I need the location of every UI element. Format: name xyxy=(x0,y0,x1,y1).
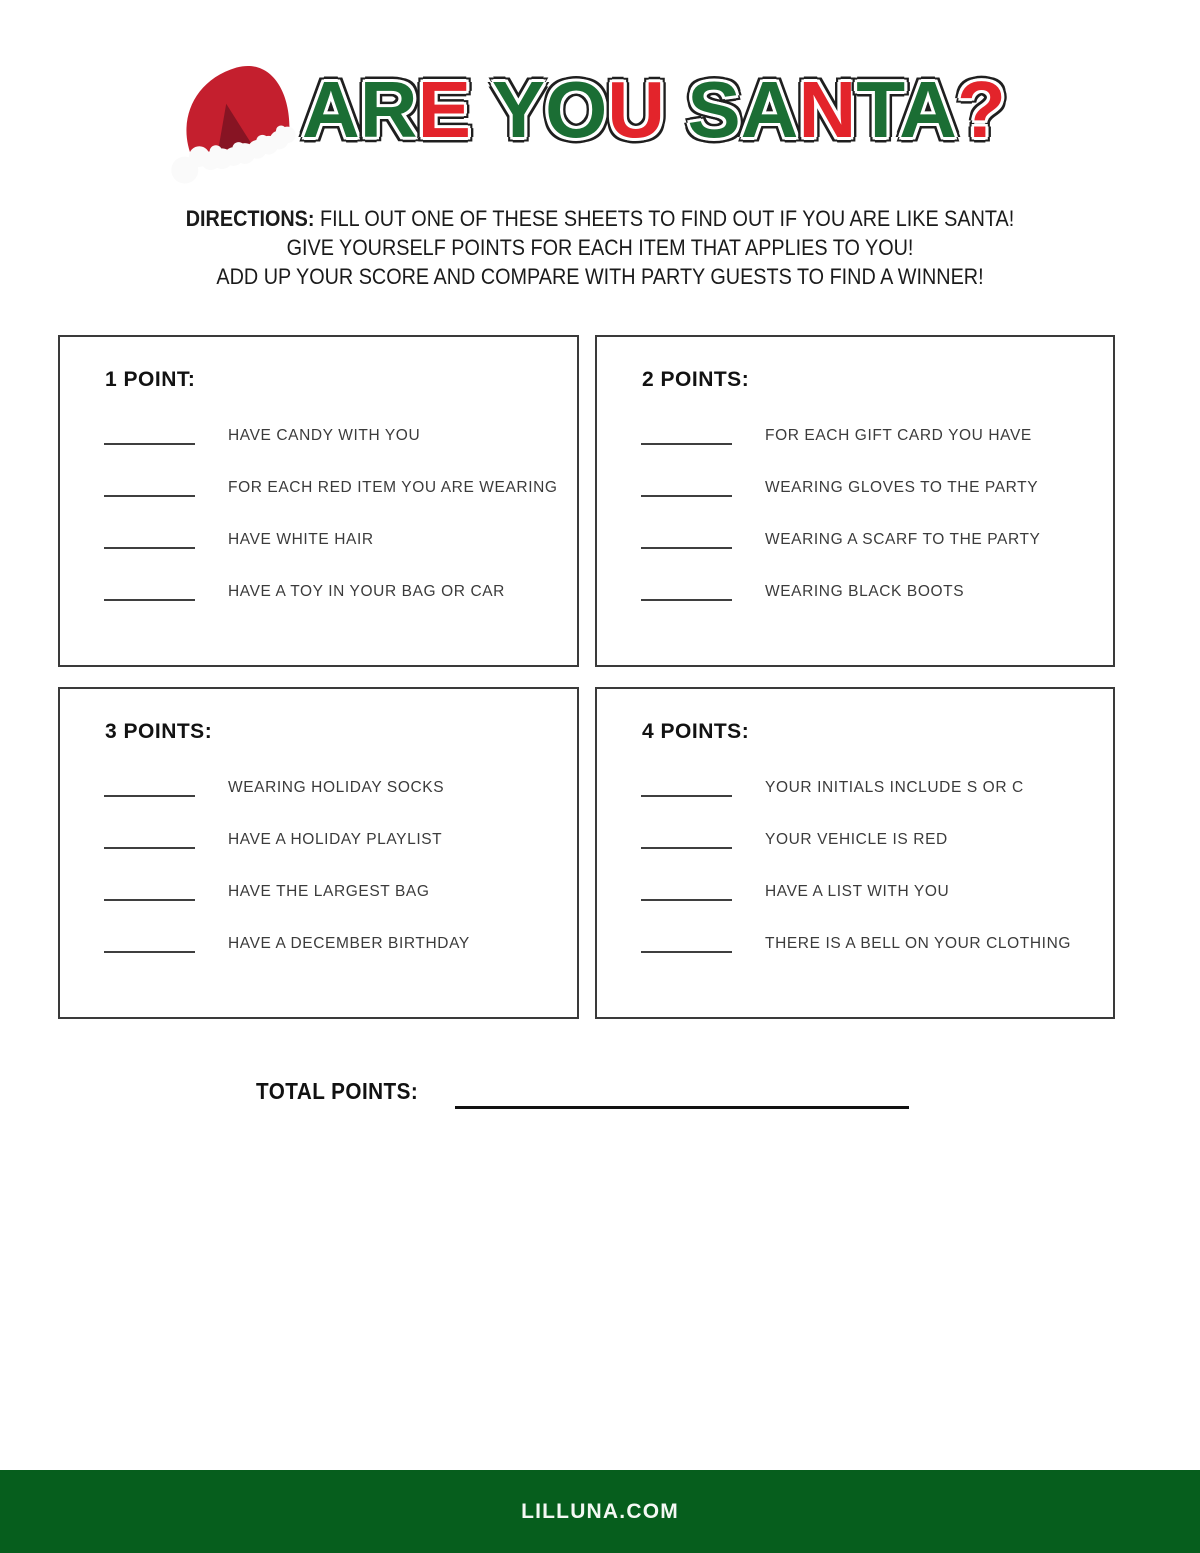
score-box-3 xyxy=(58,687,579,1019)
answer-blank-line xyxy=(104,899,195,953)
score-item-row xyxy=(105,445,559,497)
score-item-label: THERE IS A BELL ON YOUR CLOTHING xyxy=(765,935,1072,952)
title-space xyxy=(471,65,492,154)
score-box-rows xyxy=(642,745,1095,953)
score-box-heading: 1 POINT: xyxy=(105,368,196,391)
score-item-label: HAVE A DECEMBER BIRTHDAY xyxy=(228,935,470,952)
score-item-label: HAVE A TOY IN YOUR BAG OR CAR xyxy=(228,583,505,600)
score-item-label: WEARING A SCARF TO THE PARTY xyxy=(765,531,1041,548)
santa-hat-icon xyxy=(162,52,307,197)
title-space xyxy=(665,65,687,154)
title-letter: O xyxy=(545,65,608,154)
directions-label: DIRECTIONS: xyxy=(185,206,315,231)
score-item-row xyxy=(642,901,1095,953)
score-box-heading: 4 POINTS: xyxy=(642,720,750,743)
score-box-rows xyxy=(105,745,559,953)
title-letter: A xyxy=(302,65,360,154)
score-item-label: FOR EACH GIFT CARD YOU HAVE xyxy=(765,427,1032,444)
score-item-row xyxy=(642,445,1095,497)
directions xyxy=(60,204,1140,291)
score-box-heading: 3 POINTS: xyxy=(105,720,213,743)
answer-blank-line xyxy=(104,391,195,445)
footer-bar xyxy=(0,1470,1200,1553)
score-item-row xyxy=(642,549,1095,601)
total-points-blank-line xyxy=(455,1106,909,1109)
score-item-row xyxy=(105,497,559,549)
directions-line-1: DIRECTIONS: FILL OUT ONE OF THESE SHEETS TO FIND OUT IF YOU ARE LIKE SANTA! xyxy=(185,206,1015,231)
score-item-row xyxy=(642,393,1095,445)
title-letter: R xyxy=(359,65,418,154)
score-boxes xyxy=(58,335,1115,1019)
score-item-row xyxy=(105,549,559,601)
score-item-label: HAVE A LIST WITH YOU xyxy=(765,883,950,900)
title-letter: N xyxy=(798,65,857,154)
answer-blank-line xyxy=(641,391,732,445)
score-item-label: WEARING GLOVES TO THE PARTY xyxy=(765,479,1039,496)
score-box-rows xyxy=(642,393,1095,601)
answer-blank-line xyxy=(641,547,732,601)
score-item-row xyxy=(642,745,1095,797)
answer-blank-line xyxy=(104,743,195,797)
title-letter: T xyxy=(856,65,900,154)
answer-blank-line xyxy=(641,847,732,901)
score-item-row xyxy=(105,901,559,953)
score-box-1 xyxy=(58,335,579,667)
title-letter: Y xyxy=(491,65,546,154)
total-points-label: TOTAL POINTS: xyxy=(256,1078,419,1104)
title-letter: S xyxy=(687,65,741,154)
score-item-row xyxy=(642,797,1095,849)
directions-line-2: GIVE YOURSELF POINTS FOR EACH ITEM THAT APPLIES TO YOU! xyxy=(286,235,914,260)
score-item-label: FOR EACH RED ITEM YOU ARE WEARING xyxy=(228,479,558,496)
answer-blank-line xyxy=(641,743,732,797)
answer-blank-line xyxy=(641,795,732,849)
score-item-label: YOUR INITIALS INCLUDE S OR C xyxy=(765,779,1024,796)
site-name: LILLUNA.COM xyxy=(521,1499,679,1523)
answer-blank-line xyxy=(104,443,195,497)
answer-blank-line xyxy=(104,847,195,901)
score-item-row xyxy=(642,497,1095,549)
score-item-label: YOUR VEHICLE IS RED xyxy=(765,831,948,848)
title-letter: ? xyxy=(956,65,1006,154)
answer-blank-line xyxy=(641,443,732,497)
score-box-4 xyxy=(595,687,1115,1019)
answer-blank-line xyxy=(641,899,732,953)
score-box-heading: 2 POINTS: xyxy=(642,368,750,391)
score-item-label: WEARING BLACK BOOTS xyxy=(765,583,965,600)
score-item-label: WEARING HOLIDAY SOCKS xyxy=(228,779,445,796)
page-title xyxy=(302,62,1006,158)
answer-blank-line xyxy=(104,795,195,849)
score-item-row xyxy=(105,797,559,849)
score-item-label: HAVE THE LARGEST BAG xyxy=(228,883,430,900)
answer-blank-line xyxy=(104,495,195,549)
score-box-rows xyxy=(105,393,559,601)
title-letter: U xyxy=(607,65,666,154)
title-letter: A xyxy=(740,65,799,154)
score-box-2 xyxy=(595,335,1115,667)
answer-blank-line xyxy=(104,547,195,601)
score-item-row xyxy=(105,849,559,901)
score-item-row xyxy=(642,849,1095,901)
score-item-row xyxy=(105,745,559,797)
score-item-row xyxy=(105,393,559,445)
title-letter: A xyxy=(899,65,957,154)
directions-line-3: ADD UP YOUR SCORE AND COMPARE WITH PARTY GUESTS TO FIND A WINNER! xyxy=(216,264,984,289)
score-item-label: HAVE CANDY WITH YOU xyxy=(228,427,421,444)
score-item-label: HAVE A HOLIDAY PLAYLIST xyxy=(228,831,443,848)
title-letter: E xyxy=(417,65,471,154)
score-item-label: HAVE WHITE HAIR xyxy=(228,531,374,548)
answer-blank-line xyxy=(641,495,732,549)
